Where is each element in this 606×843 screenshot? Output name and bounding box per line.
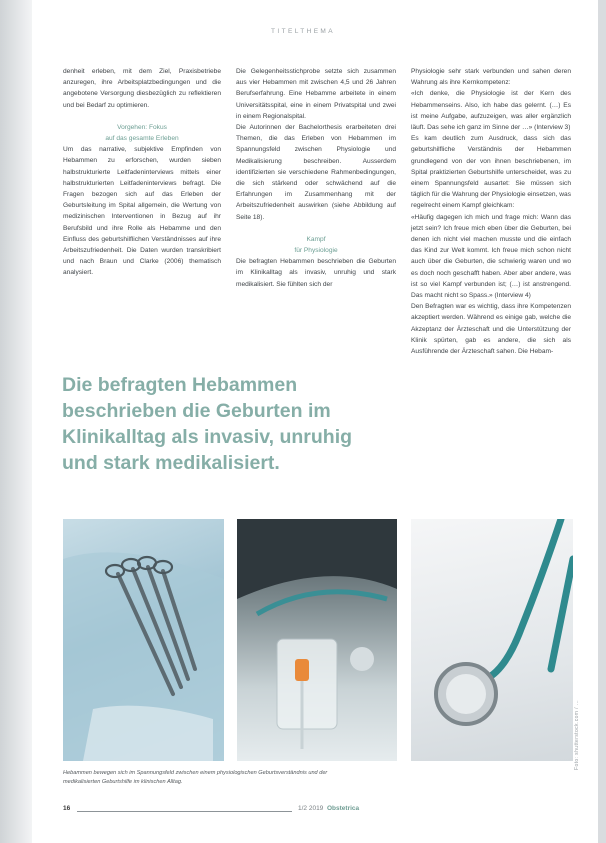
page-number: 16 (63, 805, 71, 812)
running-head: TITELTHEMA (271, 28, 335, 35)
col1-paragraph-2: Um das narrative, subjektive Empfinden von Hebammen zu erforschen, wurden sieben halbstrukturierte Leitfadeninterviews mittels einer halbstrukturierten Leitfadeninterviews befragt. Die Fragen bezogen sich auf das Erleben der Geburtsleitung im Spital allgemein, die Wertung von medizinischen Interventionen in Bezug auf ihr Berufsbild und ihre Rolle als Hebamme und den Einfluss des geburtshilflichen Verständnisses auf ihre Arbeitszufriedenheit. Die Daten wurden transkribiert und nach Braun und Clarke (2006) thematisch analysiert. (63, 146, 221, 277)
page-footer (63, 805, 573, 817)
photo-surgical-instruments (63, 519, 224, 761)
photo-credit (574, 650, 582, 770)
text-column-3 (411, 66, 571, 357)
photo-credit-text: Foto: shutterstock.com / … (574, 699, 580, 770)
col1-paragraph-1: denheit erleben, mit dem Ziel, Praxisbetriebe anzuregen, ihre Arbeitsplatzbedingungen und die angebotene Versorgung diesbezüglich zu reflektieren und bei Bedarf zu optimieren. (63, 68, 221, 109)
col2-paragraph-3: Die befragten Hebammen beschrieben die Geburten im Klinikalltag als invasiv, unruhig und stark medikalisiert. Sie fühlten sich der (236, 258, 396, 288)
col3-paragraph-3: Es kam deutlich zum Ausdruck, dass sich das geburtshilfliche Verständnis der Hebammen grundlegend von der von ihnen beschriebenen, im Spital praktizierten Geburtshilfe unterscheidet, was zu einem Spannungsfeld ausartet: Sie müssen sich täglich für die Wahrung der Physiologie einsetzen, was regelrecht einem Kampf gleichkam: (411, 135, 571, 210)
photo-stethoscope (411, 519, 573, 761)
pull-quote-line-1: Die befragten Hebammen (62, 374, 298, 396)
col3-paragraph-5: Den Befragten war es wichtig, dass ihre Kompetenzen akzeptiert werden. Während es einige gab, welche die Akzeptanz der Ärzteschaft und die Unterstützung der Klinik spürten, gab es andere, die sich als Ausführende der Ärzteschaft sahen. Die Hebam- (411, 303, 571, 356)
col3-quote-2: «Häufig dagegen ich mich und frage mich: Wann das jetzt sein? Ich freue mich eben über die Geburten, bei denen ich nicht viel machen musste und die einfach das Kind zur Welt kommt. Ich freue mich schon nicht auch über die Geburten, die schwierig waren und wo es doch noch geschafft haben. Aber aber andere, was ist so viel Kampf verbunden ist; (…) ist anstrengend. Das macht nicht so Spass.» (Interview 4) (411, 213, 571, 300)
journal-name: Obstetrica (327, 805, 360, 812)
col1-subheading-line-1: Vorgehen: Fokus (117, 123, 167, 131)
col3-quote-1: «Ich denke, die Physiologie ist der Kern des Hebammenseins. Also, ich habe das gelernt. (…) Es ist meine Aufgabe, aufzuzeigen, was aller ergänzlich läuft. Das sehe ich ganz im Sinne der …» (Interview 3) (411, 90, 571, 132)
col2-subheading-line-2: für Physiologie (294, 247, 338, 255)
scan-shadow-right (598, 0, 606, 843)
col3-paragraph-1: Physiologie sehr stark verbunden und sahen deren Wahrung als ihre Kernkompetenz: (411, 68, 571, 87)
col2-subheading-line-1: Kampf (306, 235, 326, 243)
footer-rule (77, 811, 292, 812)
scan-shadow-left (0, 0, 32, 843)
stethoscope-illustration (411, 519, 573, 761)
col2-paragraph-1: Die Gelegenheitsstichprobe setzte sich zusammen aus vier Hebammen mit zwischen 4,5 und 26 Jahren Berufserfahrung. Eine Hebamme arbeitete in einem Universitätsspital, eine in einem Privatspital und zwei in einem Regionalspital. (236, 68, 396, 120)
issue-label: 1/2 2019 (298, 805, 324, 812)
text-column-2 (236, 66, 396, 290)
col2-paragraph-2: Die Autorinnen der Bachelorthesis erarbeiteten drei Themen, die das Erleben von Hebammen im Spannungsfeld zwischen Physiologie und Medikalisierung beschreiben. Ausserdem identifizierten sie verschiedene Rahmenbedingungen, die sich stärkend oder schwächend auf die Erfahrungen im Zusammenhang mit der Arbeitszufriedenheit auswirken (siehe Abbildung auf Seite 18). (236, 124, 396, 221)
pull-quote-line-4: und stark medikalisiert. (62, 452, 280, 474)
text-column-1 (63, 66, 221, 279)
pull-quote-line-3: Klinikalltag als invasiv, unruhig (62, 426, 353, 448)
photo-caption: Hebammen bewegen sich im Spannungsfeld zwischen einem physiologischen Geburtsverständnis und der medikalisierten Geburtshilfe im klinischen Alltag. (63, 770, 328, 785)
photo-iv-equipment (237, 519, 397, 761)
pull-quote-line-2: beschrieben die Geburten im (62, 400, 331, 422)
pull-quote (62, 372, 362, 476)
iv-equipment-illustration (237, 519, 397, 761)
col1-subheading-line-2: auf das gesamte Erleben (105, 135, 179, 143)
surgical-instruments-illustration (63, 519, 224, 761)
